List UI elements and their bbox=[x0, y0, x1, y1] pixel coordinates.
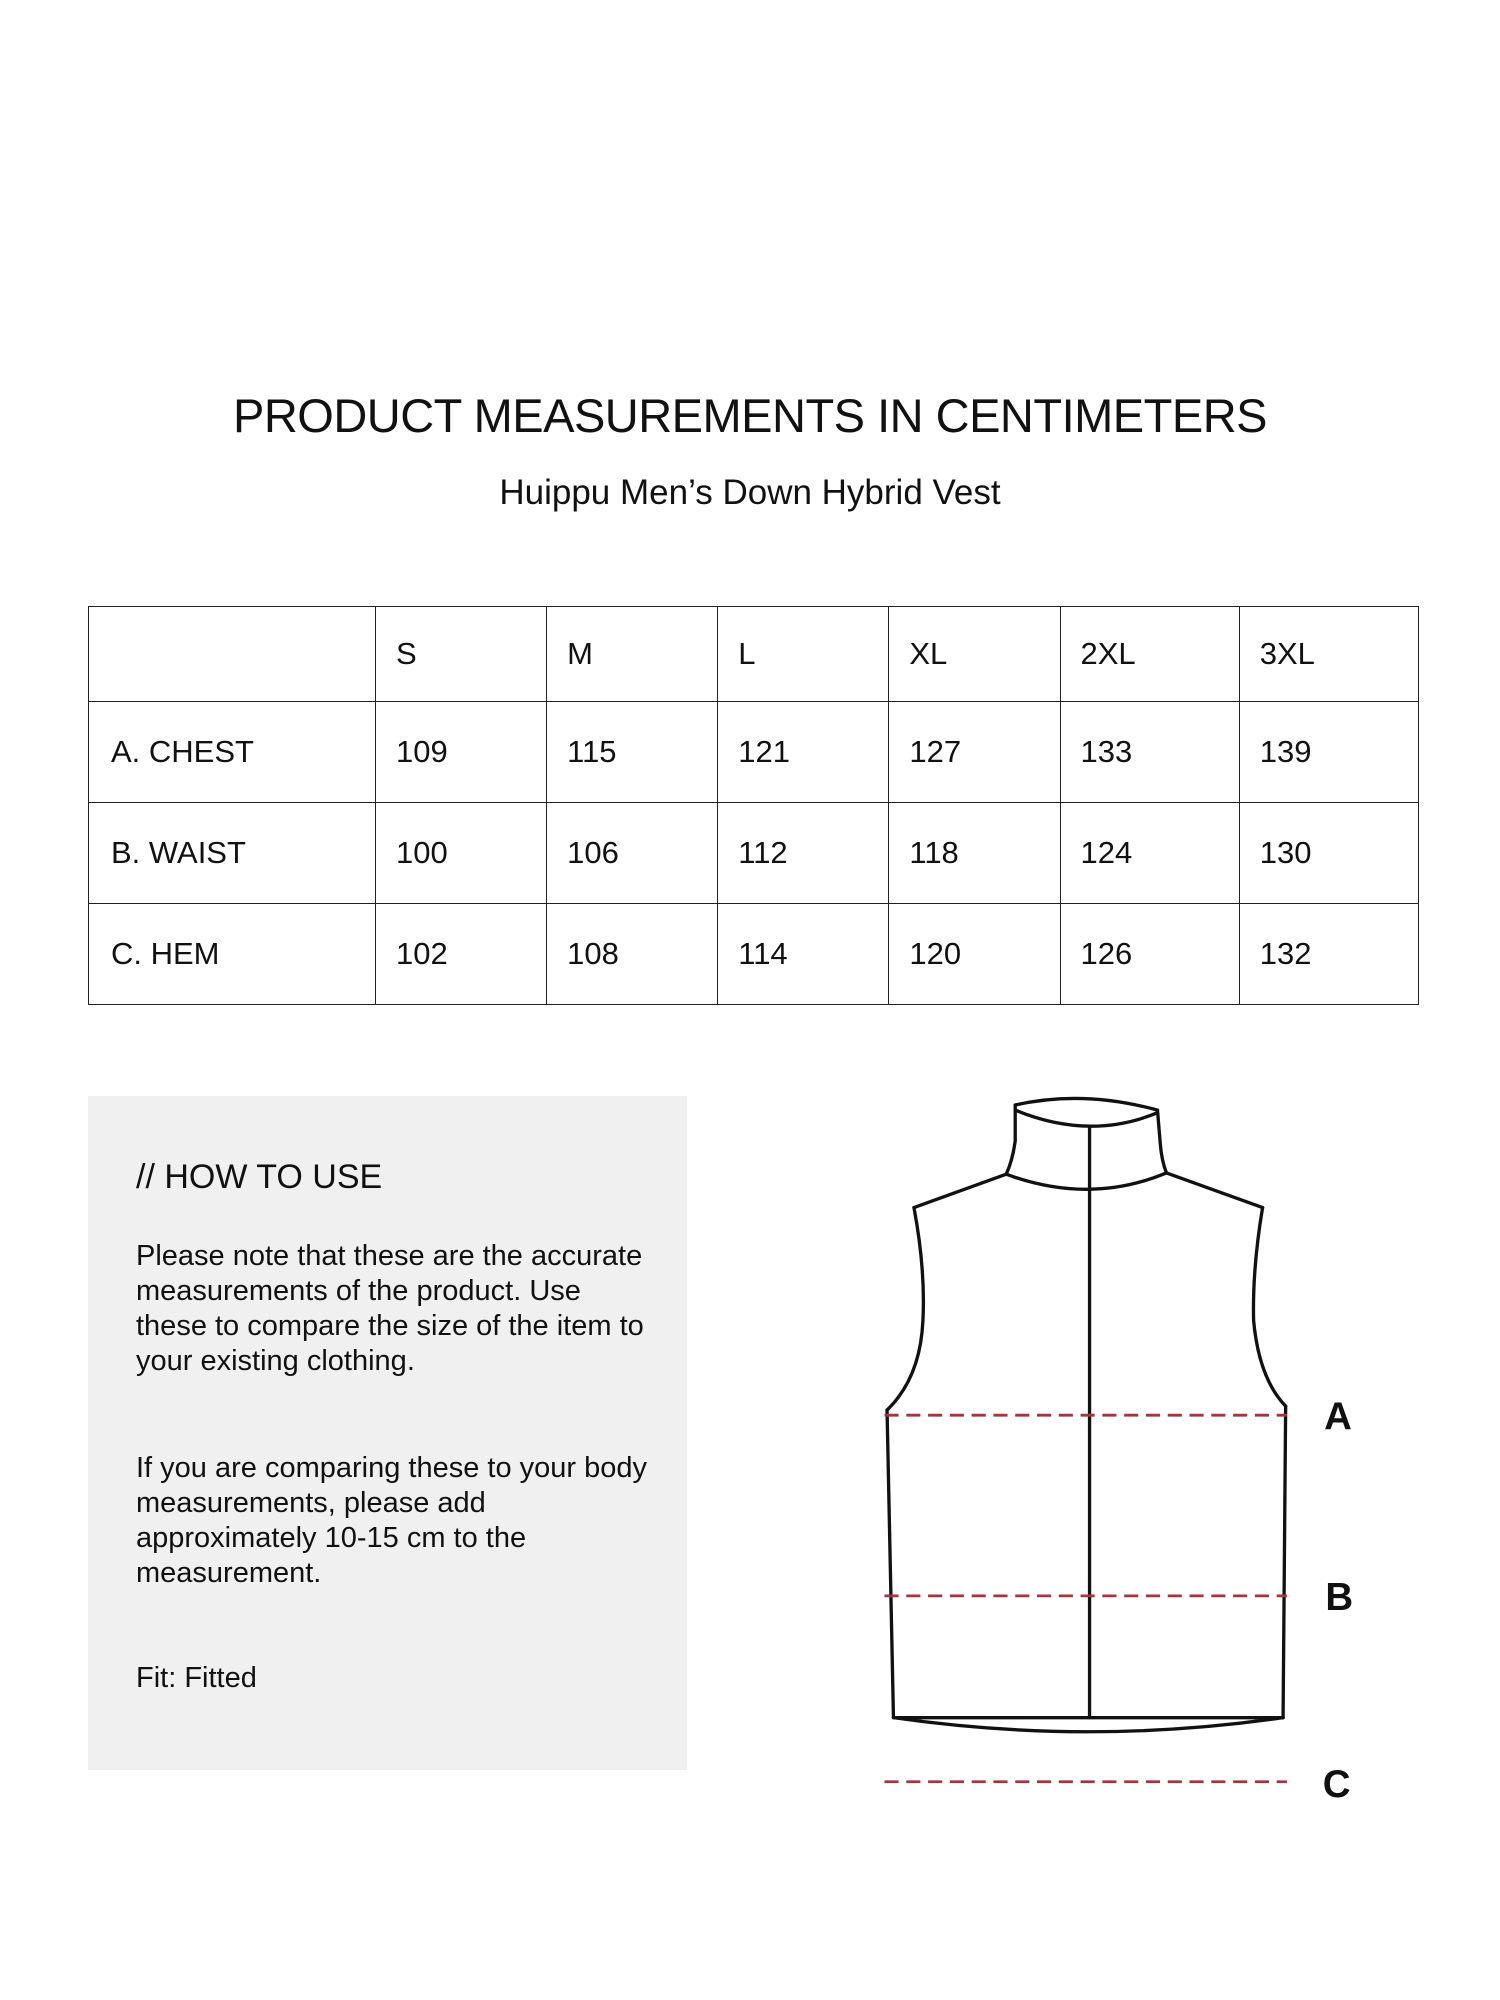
page-title: PRODUCT MEASUREMENTS IN CENTIMETERS bbox=[233, 389, 1267, 442]
how-to-use-paragraph: If you are comparing these to your body measurements, please add approximately 10-15 cm to the measurement. bbox=[136, 1452, 648, 1589]
table-cell: 133 bbox=[1060, 702, 1239, 803]
table-cell: 109 bbox=[376, 702, 547, 803]
table-cell: 114 bbox=[718, 904, 889, 1005]
table-cell: 127 bbox=[889, 702, 1060, 803]
row-label: C. HEM bbox=[89, 904, 376, 1005]
row-label: B. WAIST bbox=[89, 803, 376, 904]
row-label: A. CHEST bbox=[89, 702, 376, 803]
table-cell: 126 bbox=[1060, 904, 1239, 1005]
table-cell: 118 bbox=[889, 803, 1060, 904]
column-header: 2XL bbox=[1060, 607, 1239, 702]
product-name: Huippu Men’s Down Hybrid Vest bbox=[499, 473, 1001, 512]
fit-info: Fit: Fitted bbox=[136, 1662, 257, 1694]
column-header: M bbox=[547, 607, 718, 702]
table-row bbox=[89, 803, 1419, 904]
table-row bbox=[89, 904, 1419, 1005]
table-cell: 139 bbox=[1239, 702, 1418, 803]
label-c: C bbox=[1322, 1763, 1351, 1807]
label-b: B bbox=[1325, 1575, 1354, 1619]
column-header: S bbox=[376, 607, 547, 702]
table-cell: 130 bbox=[1239, 803, 1418, 904]
table-cell: 121 bbox=[718, 702, 889, 803]
table-row bbox=[89, 702, 1419, 803]
table-cell: 112 bbox=[718, 803, 889, 904]
table-cell: 124 bbox=[1060, 803, 1239, 904]
table-cell: 108 bbox=[547, 904, 718, 1005]
table-cell: 132 bbox=[1239, 904, 1418, 1005]
column-header: 3XL bbox=[1239, 607, 1418, 702]
column-header bbox=[89, 607, 376, 702]
vest-diagram bbox=[846, 1064, 1410, 1833]
table-cell: 115 bbox=[547, 702, 718, 803]
column-header: L bbox=[718, 607, 889, 702]
table-header-row bbox=[89, 607, 1419, 702]
table-cell: 100 bbox=[376, 803, 547, 904]
how-to-use-heading: // HOW TO USE bbox=[136, 1158, 383, 1196]
label-a: A bbox=[1324, 1395, 1352, 1439]
table-cell: 120 bbox=[889, 904, 1060, 1005]
size-table bbox=[88, 606, 1419, 1005]
table-cell: 102 bbox=[376, 904, 547, 1005]
how-to-use-paragraph: Please note that these are the accurate measurements of the product. Use these to compare the size of the item to your existing clothing. bbox=[136, 1240, 644, 1377]
how-to-use-panel bbox=[88, 1096, 687, 1770]
column-header: XL bbox=[889, 607, 1060, 702]
table-cell: 106 bbox=[547, 803, 718, 904]
